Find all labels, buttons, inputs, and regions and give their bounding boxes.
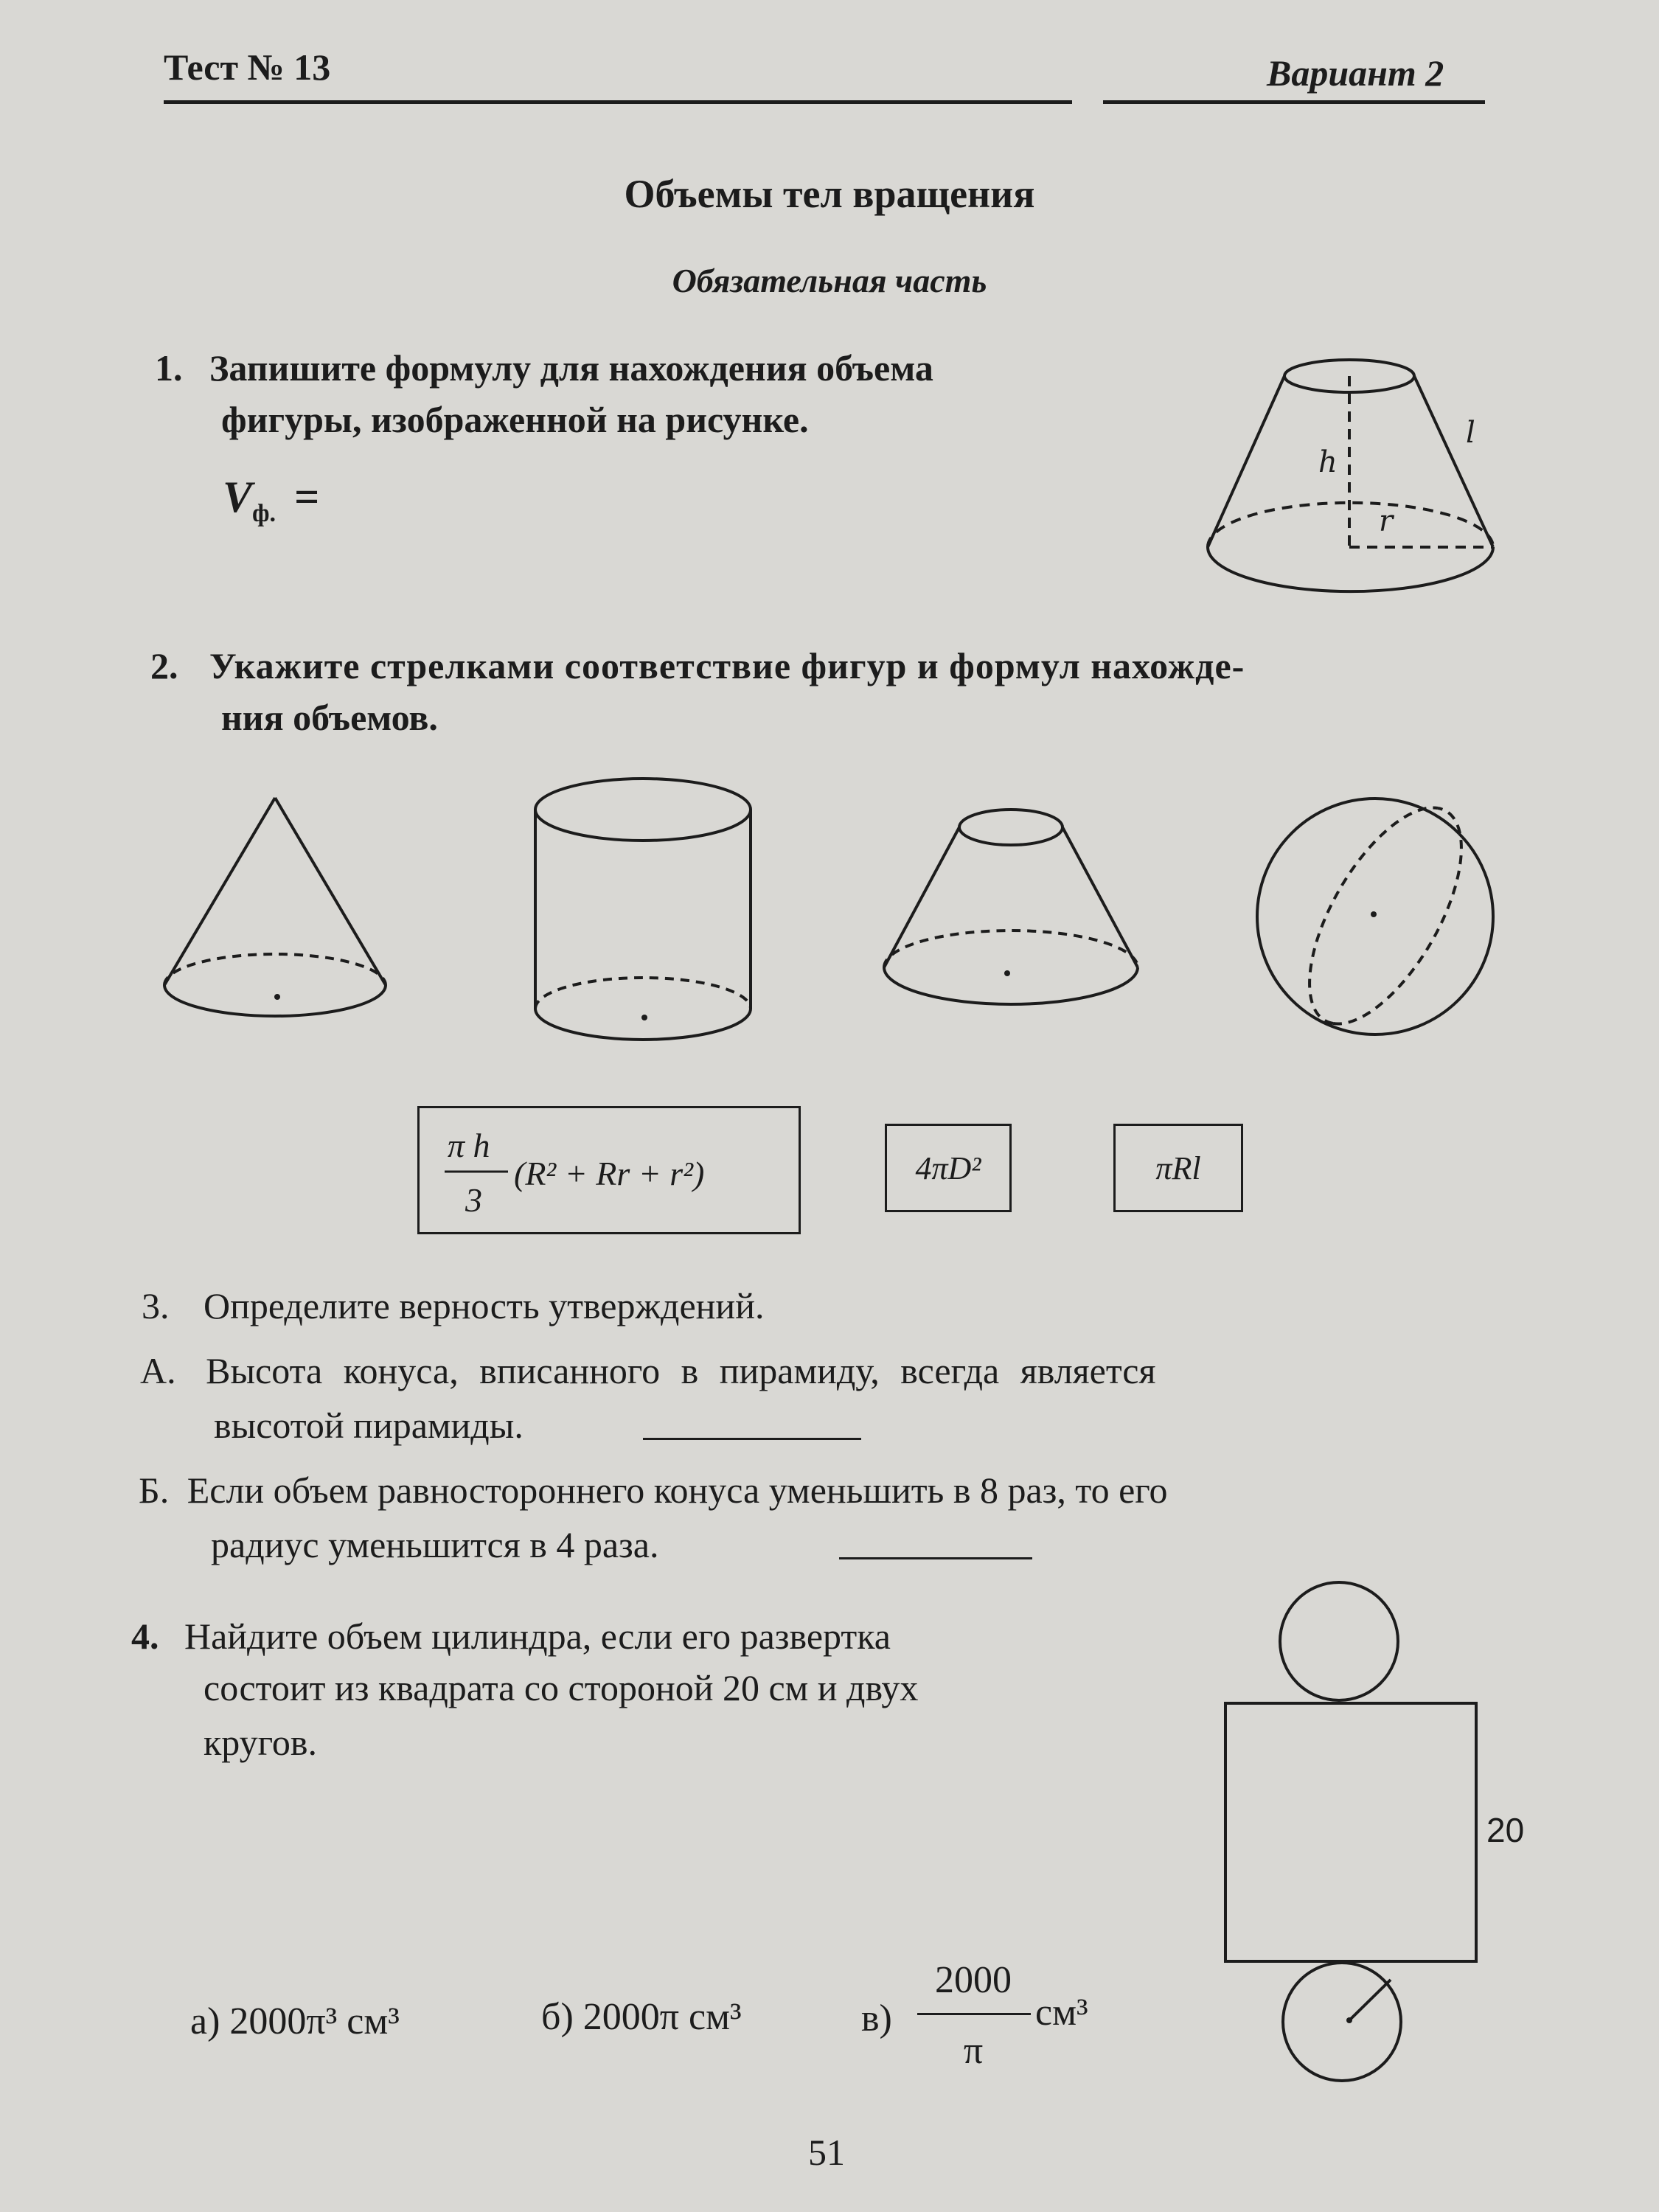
q3-text-1: Определите верность утверждений. (204, 1285, 765, 1326)
formula-cone-box (1113, 1124, 1243, 1212)
q2-line2: ния объемов. (221, 697, 438, 738)
formula-frustum-denominator: 3 (465, 1181, 482, 1219)
header-rule-right (1103, 100, 1485, 104)
header-rule-left (164, 100, 1072, 104)
q3-number: 3. (142, 1285, 170, 1326)
answer-c-label[interactable]: в) (861, 1997, 892, 2039)
q3-a-line2: высотой пирамиды. (214, 1405, 524, 1446)
cylinder-net-figure (1217, 1571, 1526, 2101)
sphere-figure (1253, 795, 1497, 1038)
formula-sphere: 4πD² (915, 1150, 981, 1186)
q1-text-1: Запишите формулу для нахождения объема (209, 347, 933, 389)
answer-c-unit: см³ (1035, 1992, 1088, 2034)
answer-a[interactable]: а) 2000π³ см³ (190, 2000, 400, 2042)
formula-frustum-numerator: π h (448, 1127, 490, 1164)
answer-c-numerator: 2000 (935, 1959, 1012, 2001)
formula-frustum-expression: (R² + Rr + r²) (514, 1155, 705, 1192)
q3-a-answer-blank[interactable] (643, 1438, 861, 1440)
q3-a-line1: А. Высота конуса, вписанного в пирамиду, всегда является (140, 1350, 1156, 1391)
q2-number: 2. (150, 645, 178, 686)
frustum-figure (882, 804, 1140, 1025)
cylinder-figure (532, 774, 754, 1054)
q4-number: 4. (131, 1615, 159, 1657)
q1-fig-l-label: l (1466, 416, 1475, 450)
variant-label: Вариант 2 (1267, 52, 1444, 94)
formula-frustum-box (417, 1106, 801, 1234)
answer-c-fraction-bar (917, 2013, 1031, 2015)
q3-b-line1: Б. Если объем равностороннего конуса уменьшить в 8 раз, то его (139, 1470, 1168, 1511)
q1-frustum-figure (1194, 347, 1504, 605)
q4-line3: кругов. (204, 1722, 318, 1763)
q1-line1 (155, 344, 933, 392)
q4-line1 (131, 1612, 891, 1660)
q4-line2: состоит из квадрата со стороной 20 см и двух (204, 1667, 919, 1708)
page-subtitle: Обязательная часть (672, 262, 987, 299)
q1-line2: фигуры, изображенной на рисунке. (221, 399, 809, 440)
q1-fig-r-label: r (1379, 504, 1394, 538)
q1-volume-label: $V_{ф.}$ = (223, 473, 320, 527)
q1-fig-h-label: h (1318, 445, 1338, 479)
q3-b-label: Б. (139, 1470, 170, 1511)
q3-line1 (142, 1281, 764, 1330)
formula-sphere-box (885, 1124, 1012, 1212)
cone-figure (161, 789, 389, 1032)
page-number: 51 (808, 2132, 845, 2173)
q4-text-1: Найдите объем цилиндра, если его развертка (184, 1615, 891, 1657)
q3-b-answer-blank[interactable] (839, 1557, 1032, 1559)
page-title: Объемы тел вращения (624, 172, 1035, 216)
q3-a-label: А. (140, 1350, 176, 1391)
net-side-label: 20 (1486, 1811, 1525, 1849)
q1-number: 1. (155, 347, 183, 389)
answer-b[interactable]: б) 2000π см³ (541, 1996, 742, 2038)
q2-line1 (150, 641, 1245, 690)
answer-c-denominator: π (963, 2030, 984, 2072)
q2-text-1: Укажите стрелками соответствие фигур и формул нахожде- (209, 645, 1245, 686)
test-number: Тест № 13 (164, 46, 331, 88)
formula-cone: πRl (1155, 1150, 1201, 1186)
q3-b-line2: радиус уменьшится в 4 раза. (211, 1524, 659, 1565)
